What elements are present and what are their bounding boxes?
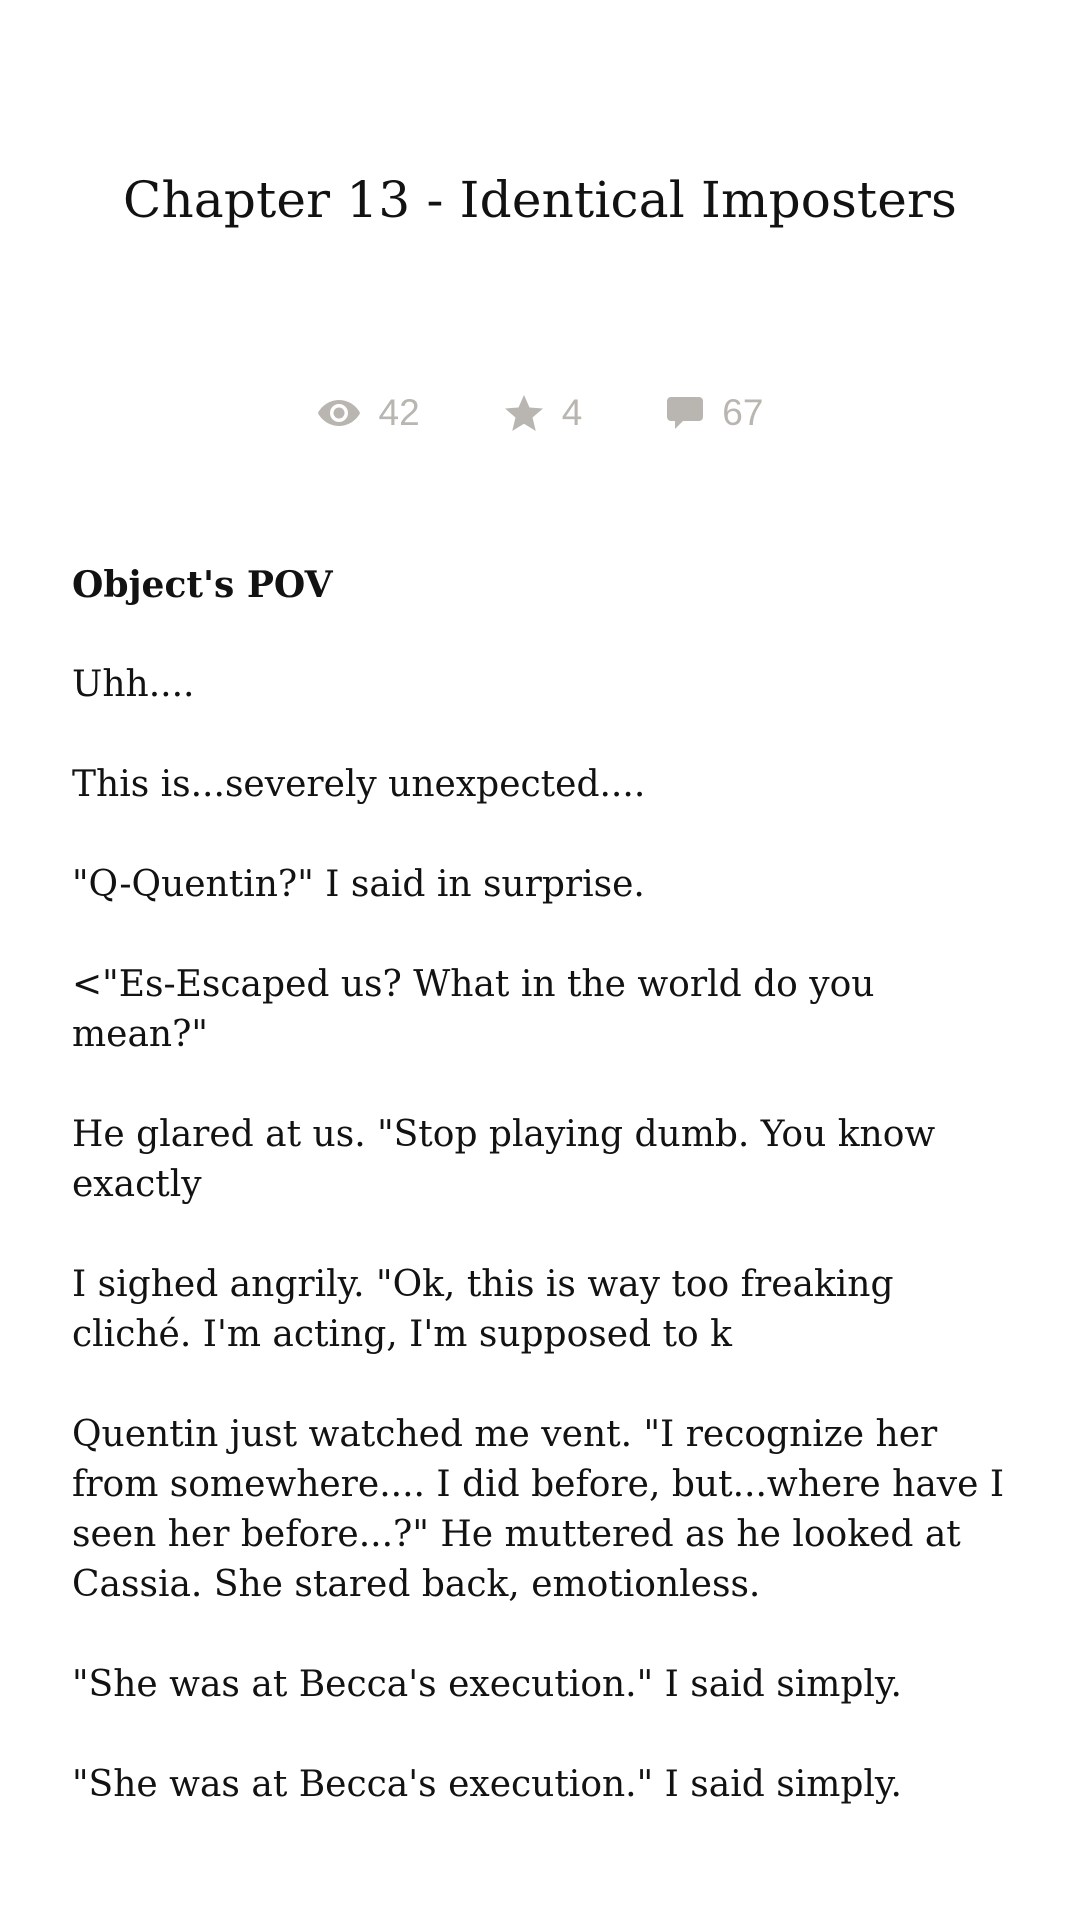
star-icon: [504, 394, 544, 432]
chapter-title: Chapter 13 - Identical Imposters: [123, 171, 957, 229]
story-paragraph: I sighed angrily. "Ok, this is way too freaking cliché. I'm acting, I'm supposed to k: [72, 1264, 894, 1355]
story-paragraph: This is...severely unexpected....: [72, 764, 646, 805]
comment-bubble-icon: [666, 395, 704, 431]
story-paragraph: "She was at Becca's execution." I said simply.: [72, 1664, 902, 1705]
comments-count[interactable]: [666, 392, 763, 434]
comments-value: 67: [722, 392, 764, 433]
pov-heading: Object's POV: [72, 564, 333, 606]
reads-value: 42: [378, 392, 420, 433]
eye-icon: [317, 398, 361, 428]
story-paragraph: Quentin just watched me vent. "I recognize her from somewhere.... I did before, but...where have I seen her before...?" He muttered as he looked at Cassia. She stared back, emotionless.: [72, 1414, 1005, 1605]
story-body: [72, 560, 1008, 1860]
story-paragraph: He glared at us. "Stop playing dumb. You know exactly: [72, 1114, 936, 1205]
story-stats: [0, 392, 1080, 434]
story-paragraph: Uhh....: [72, 664, 195, 705]
story-paragraph: <"Es-Escaped us? What in the world do you mean?": [72, 964, 875, 1055]
reads-count[interactable]: [317, 392, 420, 434]
story-paragraph: "She was at Becca's execution." I said simply.: [72, 1764, 902, 1805]
story-paragraph: "Q-Quentin?" I said in surprise.: [72, 864, 645, 905]
votes-count[interactable]: [504, 392, 583, 434]
votes-value: 4: [561, 392, 583, 433]
